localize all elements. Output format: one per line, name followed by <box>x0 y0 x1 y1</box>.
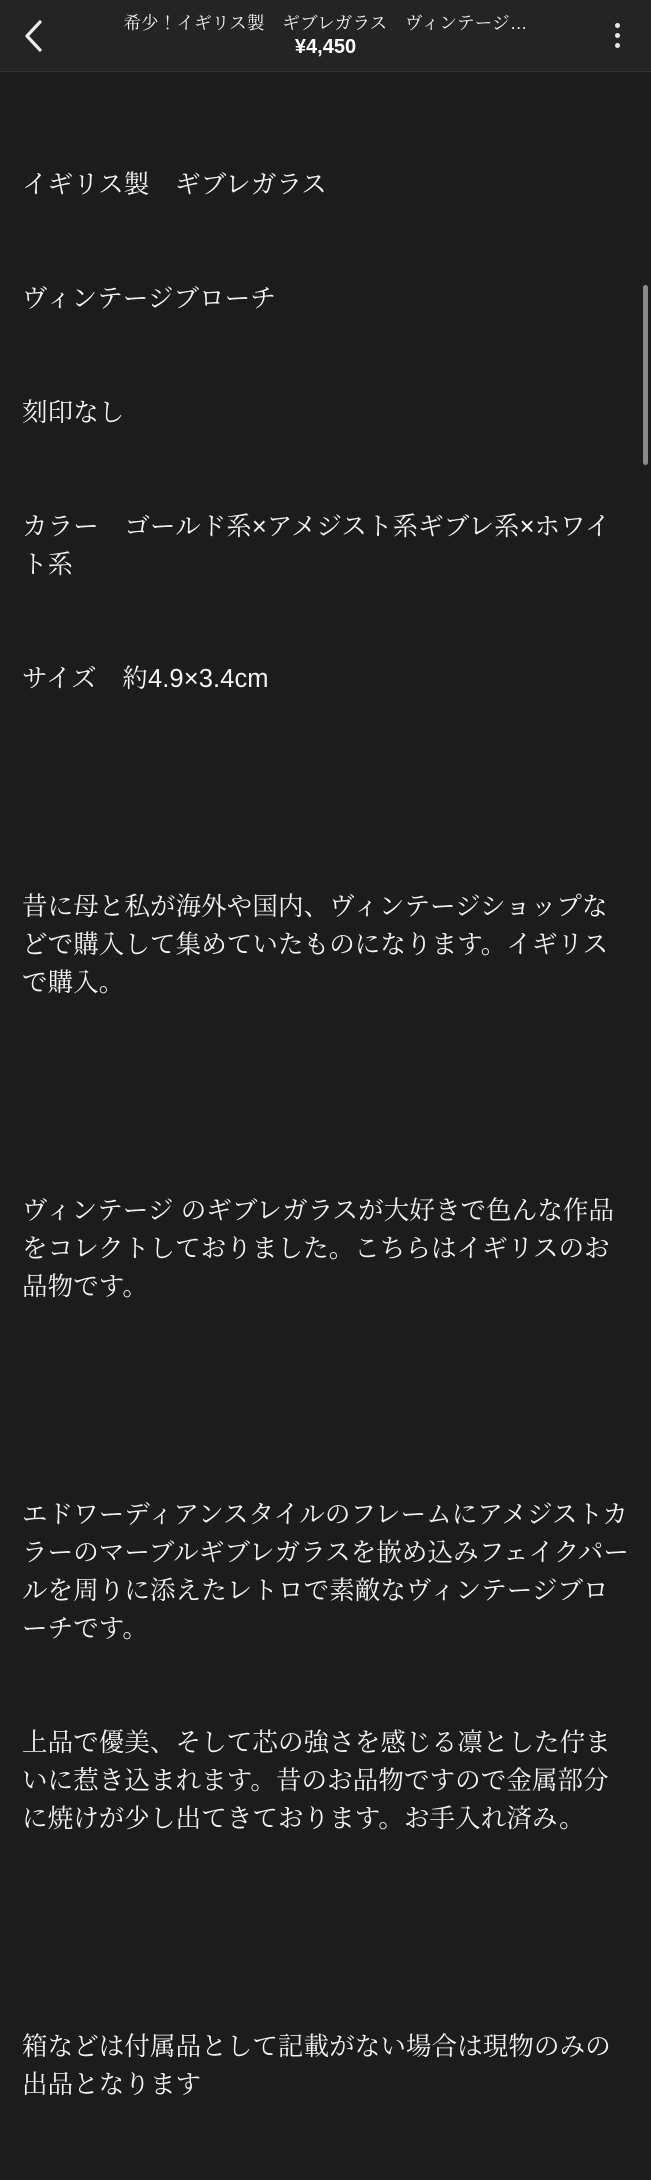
description-spacer <box>22 1914 631 1952</box>
description-line: ヴィンテージ のギブレガラスが大好きで色んな作品をコレクトしておりました。こちらはイギリスのお品物です。 <box>22 1197 615 1301</box>
description-spacer <box>22 1382 631 1420</box>
description-spacer <box>22 1078 631 1116</box>
header-center <box>58 12 593 60</box>
description-line: 刻印なし <box>22 399 125 427</box>
product-description-text <box>22 90 631 2180</box>
page-title: 希少！イギリス製 ギブレガラス ヴィンテージ… <box>123 12 528 33</box>
description-line: サイズ 約4.9×3.4cm <box>22 665 269 693</box>
product-price: ¥4,450 <box>294 35 357 58</box>
chevron-left-icon <box>23 19 45 53</box>
app-header <box>0 0 651 72</box>
scrollbar-thumb[interactable] <box>643 285 648 465</box>
description-line: 昔に母と私が海外や国内、ヴィンテージショップなどで購入して集めていたものになります。イギリスで購入。 <box>22 893 609 997</box>
description-line: ヴィンテージブローチ <box>22 285 276 313</box>
description-line: イギリス製 ギブレガラス <box>22 171 327 199</box>
back-button[interactable] <box>10 12 58 60</box>
product-description-scroll-area[interactable] <box>0 72 651 2180</box>
description-line: 箱などは付属品として記載がない場合は現物のみの出品となります <box>22 2033 611 2099</box>
description-line: カラー ゴールド系×アメジスト系ギブレ系×ホワイト系 <box>22 513 611 579</box>
description-line: エドワーディアンスタイルのフレームにアメジストカラーのマーブルギブレガラスを嵌め込みフェイクパールを周りに添えたレトロで素敵なヴィンテージブローチです。 <box>22 1501 630 1643</box>
overflow-menu-button[interactable] <box>593 12 641 60</box>
more-vertical-icon <box>615 23 620 48</box>
scrollbar-track[interactable] <box>643 73 648 1080</box>
description-line: 上品で優美、そして芯の強さを感じる凛とした佇まいに惹き込まれます。昔のお品物ですので金属部分に焼けが少し出てきております。お手入れ済み。 <box>22 1729 611 1833</box>
description-spacer <box>22 774 631 812</box>
